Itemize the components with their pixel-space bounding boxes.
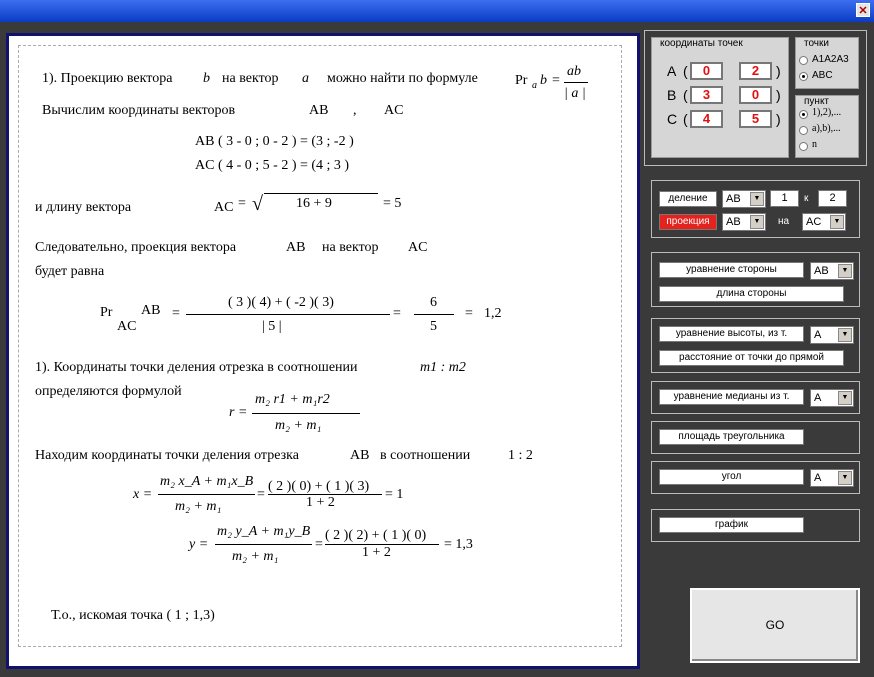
side-length-button[interactable]: длина стороны: [659, 286, 844, 302]
chevron-down-icon: ▼: [830, 215, 844, 229]
fraction-bar: [564, 82, 588, 83]
formula-den: | a |: [564, 86, 586, 101]
doc-text: 16 + 9: [296, 196, 332, 211]
doc-text: m₂ x_A + m₁x_B: [160, 474, 254, 489]
doc-text: 1,2: [484, 306, 502, 321]
doc-text: =: [465, 306, 473, 321]
angle-button[interactable]: угол: [659, 469, 804, 485]
points-legend: точки: [804, 38, 829, 49]
sqrt-sign: √: [252, 193, 263, 215]
doc-text: AB: [350, 448, 370, 463]
ratio-k-label: к: [804, 193, 809, 204]
doc-text: m1 : m2: [420, 360, 466, 375]
doc-text: AC: [214, 200, 234, 215]
select-value: AB: [814, 265, 829, 277]
punkt-legend: пункт: [804, 96, 830, 107]
formula-pr: Pr: [515, 73, 528, 88]
go-button[interactable]: GO: [690, 588, 860, 663]
point-line-distance-button[interactable]: расстояние от точки до прямой: [659, 350, 844, 366]
angle-point-select[interactable]: [810, 469, 854, 487]
select-value: AB: [726, 193, 741, 205]
doc-text: Следовательно, проекция вектора: [35, 240, 237, 255]
paren-close: ): [776, 87, 781, 103]
division-segment-select[interactable]: [722, 190, 766, 208]
projection-from-select[interactable]: [722, 213, 766, 231]
doc-text: на вектор: [322, 240, 379, 255]
graph-button[interactable]: график: [659, 517, 804, 533]
point-c-x-field[interactable]: 4: [690, 110, 723, 128]
fraction-bar: [252, 413, 360, 414]
point-b-y-field[interactable]: 0: [739, 86, 772, 104]
doc-text: AB: [309, 103, 329, 118]
doc-text: =: [315, 537, 323, 552]
radio-label: 1),2),...: [812, 107, 842, 118]
point-a-x-field[interactable]: 0: [690, 62, 723, 80]
doc-text: AB: [141, 303, 161, 318]
ratio-m2-field[interactable]: 2: [818, 190, 847, 207]
projection-button[interactable]: проекция: [659, 214, 717, 230]
doc-text: AC: [384, 103, 404, 118]
chevron-down-icon: ▼: [838, 264, 852, 278]
fraction-bar: [186, 314, 390, 315]
doc-text: определяются формулой: [35, 384, 182, 399]
chevron-down-icon: ▼: [838, 328, 852, 342]
doc-text: на вектор: [222, 71, 279, 86]
doc-text: m₂ r1 + m₁r2: [255, 392, 330, 407]
triangle-area-button[interactable]: площадь треугольника: [659, 429, 804, 445]
select-value: A: [814, 329, 822, 341]
doc-text: ( 2 )( 2) + ( 1 )( 0): [325, 528, 427, 543]
height-point-select[interactable]: [810, 326, 854, 344]
fraction-bar: [215, 544, 312, 545]
select-value: AC: [806, 216, 822, 228]
doc-text: AC: [117, 319, 137, 334]
doc-text: ( 3 )( 4) + ( -2 )( 3): [228, 295, 334, 310]
formula-pr-b: b: [540, 73, 547, 88]
projection-to-select[interactable]: [802, 213, 846, 231]
radio-letters[interactable]: [799, 126, 808, 135]
doc-text: 1 + 2: [362, 545, 391, 560]
doc-text: 5: [430, 319, 437, 334]
doc-text: =: [393, 306, 401, 321]
select-value: A: [814, 472, 822, 484]
doc-text: r =: [229, 405, 248, 420]
formula-num: ab: [567, 64, 581, 79]
doc-text: 1 : 2: [508, 448, 533, 463]
radio-label: n: [812, 139, 817, 150]
height-equation-button[interactable]: уравнение высоты, из т.: [659, 326, 804, 342]
doc-text: =: [238, 196, 246, 211]
doc-text: m₂ y_A + m₁y_B: [217, 524, 311, 539]
doc-text: m₂ + m₁: [275, 418, 322, 433]
chevron-down-icon: ▼: [838, 471, 852, 485]
projection-on-label: на: [778, 216, 790, 227]
doc-text: b: [203, 71, 210, 86]
median-point-select[interactable]: [810, 389, 854, 407]
fraction-bar: [414, 314, 454, 315]
radio-n[interactable]: [799, 142, 808, 151]
doc-text: = 5: [383, 196, 402, 211]
ratio-m1-field[interactable]: 1: [770, 190, 799, 207]
doc-text: | 5 |: [262, 319, 282, 334]
title-bar: [0, 0, 874, 22]
ab-vector-line: AB ( 3 - 0 ; 0 - 2 ) = (3 ; -2 ): [195, 134, 354, 149]
doc-text: = 1,3: [444, 537, 473, 552]
median-equation-button[interactable]: уравнение медианы из т.: [659, 389, 804, 405]
chevron-down-icon: ▼: [838, 391, 852, 405]
chevron-down-icon: ▼: [750, 192, 764, 206]
paren-close: ): [776, 63, 781, 79]
doc-text: m₂ + m₁: [232, 549, 279, 564]
radio-label: A1A2A3: [812, 54, 849, 65]
radio-label: a),b),...: [812, 123, 841, 134]
doc-text: 1). Проекцию вектора: [42, 71, 173, 86]
formula-eq: =: [552, 73, 560, 88]
paren-open: (: [683, 87, 688, 103]
doc-text: можно найти по формуле: [327, 71, 478, 86]
radio-a1a2a3[interactable]: [799, 56, 808, 65]
radio-numeric[interactable]: [799, 110, 808, 119]
doc-text: Pr: [100, 305, 113, 320]
doc-final-answer: Т.о., искомая точка ( 1 ; 1,3): [51, 608, 215, 623]
ac-vector-line: AC ( 4 - 0 ; 5 - 2 ) = (4 ; 3 ): [195, 158, 350, 173]
doc-text: ( 2 )( 0) + ( 1 )( 3): [268, 479, 370, 494]
doc-text: и длину вектора: [35, 200, 132, 215]
point-a-y-field[interactable]: 2: [739, 62, 772, 80]
doc-text: m₂ + m₁: [175, 499, 222, 514]
chevron-down-icon: ▼: [750, 215, 764, 229]
doc-text: ,: [353, 103, 357, 118]
doc-text: x =: [133, 487, 153, 502]
side-equation-button[interactable]: уравнение стороны: [659, 262, 804, 278]
select-value: A: [814, 392, 822, 404]
doc-text: 6: [430, 295, 437, 310]
side-select[interactable]: [810, 262, 854, 280]
doc-text: AC: [408, 240, 428, 255]
paren-close: ): [776, 111, 781, 127]
point-c-label: C: [667, 111, 678, 127]
doc-text: будет равна: [35, 264, 105, 279]
doc-text: = 1: [385, 487, 404, 502]
doc-text: Находим координаты точки деления отрезка: [35, 448, 299, 463]
doc-text: AB: [286, 240, 306, 255]
point-b-label: B: [667, 87, 677, 103]
point-b-x-field[interactable]: 3: [690, 86, 723, 104]
point-c-y-field[interactable]: 5: [739, 110, 772, 128]
doc-text: a: [302, 71, 309, 86]
doc-text: y =: [189, 537, 209, 552]
coordinates-legend: координаты точек: [660, 38, 743, 49]
paren-open: (: [683, 111, 688, 127]
division-button[interactable]: деление: [659, 191, 717, 207]
formula-pr-sub: a: [532, 80, 537, 91]
sqrt-bar: [264, 193, 378, 194]
select-value: AB: [726, 216, 741, 228]
doc-text: 1 + 2: [306, 495, 335, 510]
radio-abc[interactable]: [799, 72, 808, 81]
doc-text: =: [257, 487, 265, 502]
doc-text: в соотношении: [380, 448, 471, 463]
radio-label: ABC: [812, 70, 833, 81]
doc-text: Вычислим координаты векторов: [42, 103, 236, 118]
point-a-label: A: [667, 63, 677, 79]
close-button[interactable]: ✕: [856, 3, 870, 17]
doc-text: 1). Координаты точки деления отрезка в соотношении: [35, 360, 358, 375]
paren-open: (: [683, 63, 688, 79]
fraction-bar: [158, 494, 255, 495]
doc-text: =: [172, 306, 180, 321]
